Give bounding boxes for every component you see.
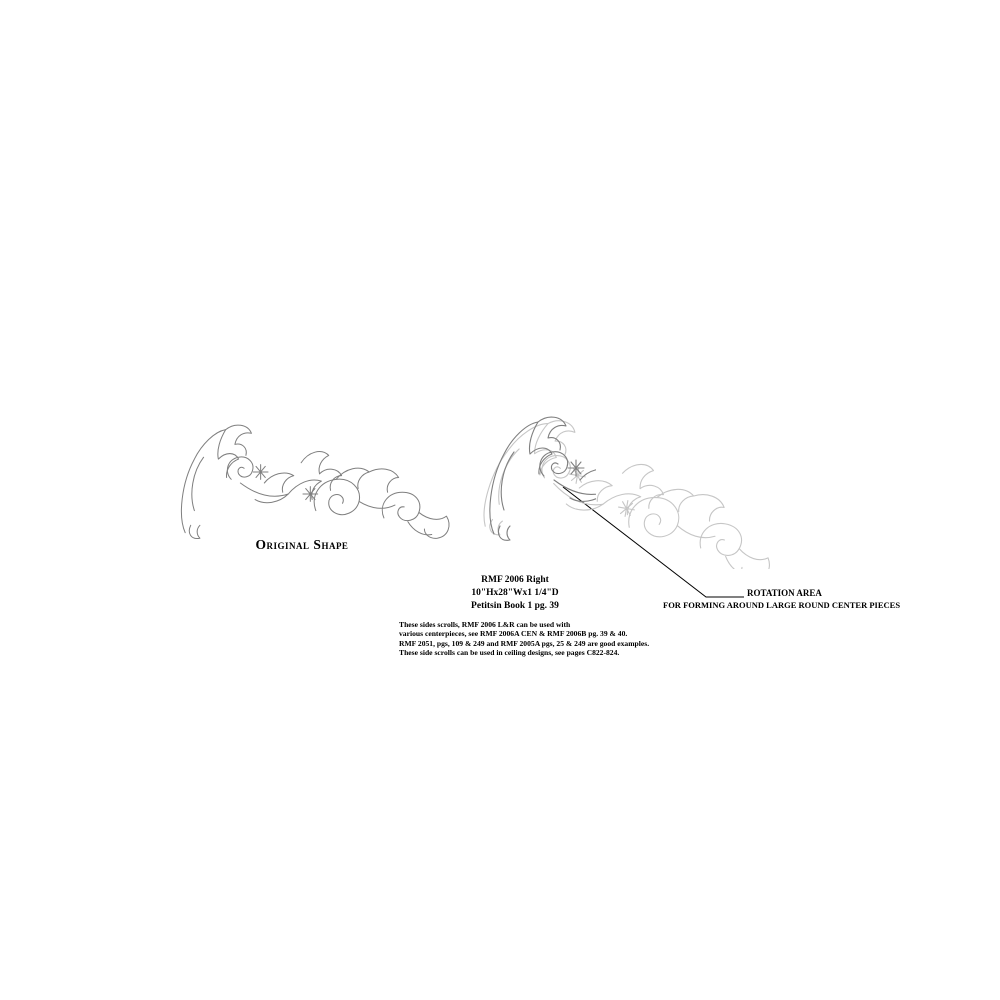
rotation-area-label: ROTATION AREA bbox=[747, 588, 822, 598]
part-reference: Petitsin Book 1 pg. 39 bbox=[471, 601, 559, 611]
part-info-block bbox=[420, 574, 610, 613]
note-line-4: These side scrolls can be used in ceiling designs, see pages C822-824. bbox=[399, 648, 620, 658]
note-line-3: RMF 2051, pgs, 109 & 249 and RMF 2005A pgs, 25 & 249 are good examples. bbox=[399, 638, 650, 648]
note-line-2: various centerpieces, see RMF 2006A CEN & RMF 2006B pg. 39 & 40. bbox=[399, 629, 628, 639]
rotation-area-sublabel: FOR FORMING AROUND LARGE ROUND CENTER PIECES bbox=[663, 600, 901, 610]
note-line-1: These sides scrolls, RMF 2006 L&R can be used with bbox=[399, 620, 571, 629]
part-dimensions: 10"Hx28"Wx1 1/4"D bbox=[471, 588, 559, 598]
part-model: RMF 2006 Right bbox=[481, 575, 549, 585]
usage-notes bbox=[399, 620, 659, 658]
rotated-scroll-dark-end bbox=[490, 417, 781, 540]
original-shape-caption: Original Shape bbox=[255, 537, 349, 552]
rotated-scroll-figure bbox=[466, 404, 806, 569]
original-scroll-figure bbox=[176, 418, 452, 548]
rotated-scroll-light bbox=[480, 410, 788, 569]
